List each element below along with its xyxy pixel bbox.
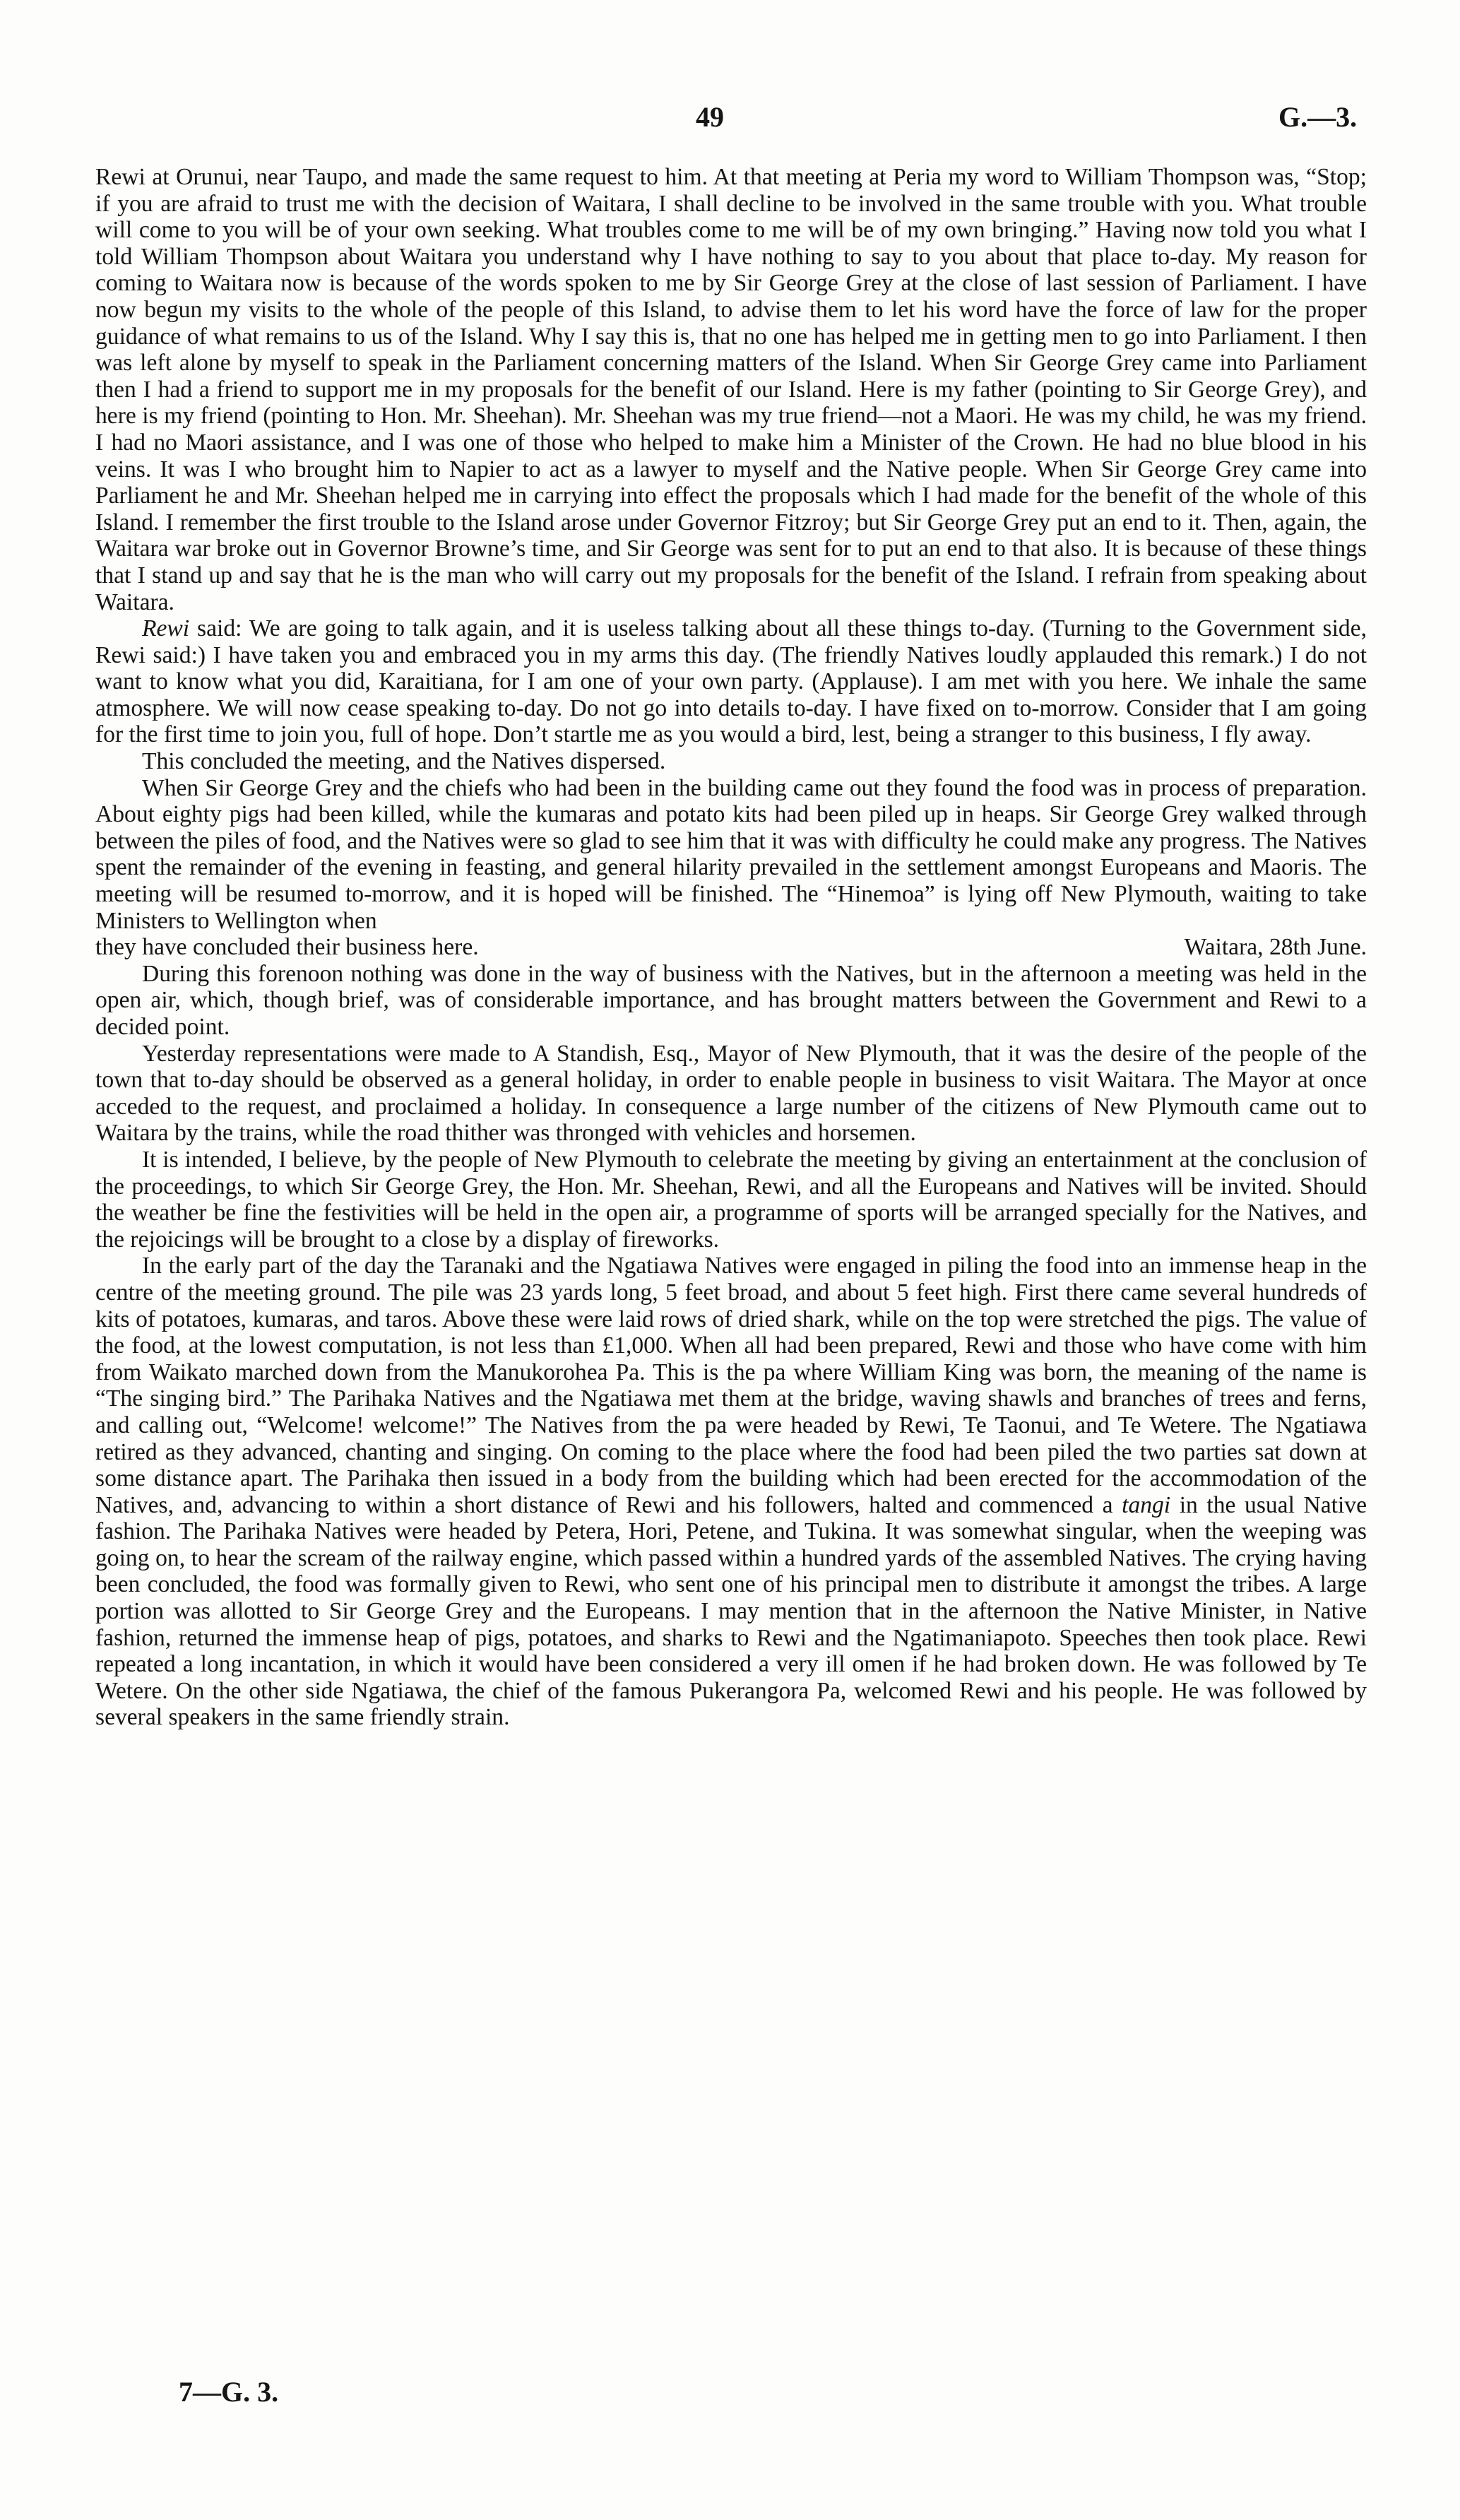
paragraph-forenoon: During this forenoon nothing was done in the way of business with the Natives, but in the afternoon a meeting was held in the open air, which, though brief, was of considerable importance, and has brought matters between the Government and Rewi to a decided point. — [95, 960, 1367, 1040]
page-number: 49 — [696, 101, 724, 133]
body-text — [95, 164, 1367, 1731]
speaker-name: Rewi — [142, 615, 190, 642]
dateline-row — [95, 934, 1367, 961]
paragraph-feast: When Sir George Grey and the chiefs who had been in the building came out they found the food was in process of preparation. About eighty pigs had been killed, while the kumaras and potato kits had been piled up in heaps. Sir George Grey walked through between the piles of food, and the Natives were so glad to see him that it was with difficulty he could make any progress. The Natives spent the remainder of the evening in feasting, and general hilarity prevailed in the settlement amongst Europeans and Maoris. The meeting will be resumed to-morrow, and it is hoped will be finished. The “Hinemoa” is lying off New Plymouth, waiting to take Ministers to Wellington when — [95, 774, 1367, 934]
speech-text: said: We are going to talk again, and it is useless talking about all these things to-day. (Turning to the Government side, Rewi said:) I have taken you and embraced you in my arms this day. (The friendly Natives loudly applauded this remark.) I do not want to know what you did, Karaitiana, for I am one of your own party. (Applause). I am met with you here. We inhale the same atmosphere. We will now cease speaking to-day. Do not go into details to-day. I have fixed on to-morrow. Consider that I am going for the first time to join you, full of hope. Don’t startle me as you would a bird, lest, being a stranger to this business, I fly away. — [95, 615, 1367, 748]
signature-mark: 7—G. 3. — [179, 2376, 279, 2408]
paragraph-food-ceremony — [95, 1253, 1367, 1731]
paragraph-rewi-speech — [95, 615, 1367, 748]
paragraph-meeting-concluded: This concluded the meeting, and the Natives dispersed. — [142, 748, 666, 775]
dateline: Waitara, 28th June. — [1184, 934, 1367, 961]
paragraph-feast-end: they have concluded their business here. — [95, 934, 479, 961]
document-reference: G.—3. — [1278, 101, 1358, 133]
food-ceremony-text-a: In the early part of the day the Taranaki and the Ngatiawa Natives were engaged in piling the food into an immense heap in the centre of the meeting ground. The pile was 23 yards long, 5 feet broad, and about 5 feet high. First there came several hundreds of kits of potatoes, kumaras, and taros. Above these were laid rows of dried shark, while on the top were stretched the pigs. The value of the food, at the lowest computation, is not less than £1,000. When all had been prepared, Rewi and those who have come with him from Waikato marched down from the Manukorohea Pa. This is the pa where William King was born, the meaning of the name is “The singing bird.” The Parihaka Natives and the Ngatiawa met them at the bridge, waving shawls and branches of trees and ferns, and calling out, “Welcome! welcome!” The Natives from the pa were headed by Rewi, Te Taonui, and Te Wetere. The Ngatiawa retired as they advanced, chanting and singing. On coming to the place where the food had been piled the two parties sat down at some distance apart. The Parihaka then issued in a body from the building which had been erected for the accommodation of the Natives, and, advancing to within a short distance of Rewi and his followers, halted and commenced a — [95, 1253, 1367, 1518]
food-ceremony-text-b: in the usual Native fashion. The Parihaka Natives were headed by Petera, Hori, Petene, and Tukina. It was somewhat singular, when the weeping was going on, to hear the scream of the railway engine, which passed within a hundred yards of the assembled Natives. The crying having been concluded, the food was formally given to Rewi, who sent one of his principal men to distribute it amongst the tribes. A large portion was allotted to Sir George Grey and the Europeans. I may mention that in the afternoon the Native Minister, in Native fashion, returned the immense heap of pigs, potatoes, and sharks to Rewi and the Ngatimaniapoto. Speeches then took place. Rewi repeated a long incantation, in which it would have been considered a very ill omen if he had broken down. He was followed by Te Wetere. On the other side Ngatiawa, the chief of the famous Pukerangora Pa, welcomed Rewi and his people. He was followed by several speakers in the same friendly strain. — [95, 1491, 1367, 1731]
paragraph-continuation: Rewi at Orunui, near Taupo, and made the same request to him. At that meeting at Peria my word to William Thompson was, “Stop; if you are afraid to trust me with the decision of Waitara, I shall decline to be involved in the same trouble with you. What trouble will come to you will be of your own seeking. What troubles come to me will be of my own bringing.” Having now told you what I told William Thompson about Waitara you understand why I have nothing to say to you about that place to-day. My reason for coming to Waitara now is because of the words spoken to me by Sir George Grey at the close of last session of Parliament. I have now begun my visits to the whole of the people of this Island, to advise them to let his word have the force of law for the proper guidance of what remains to us of the Island. Why I say this is, that no one has helped me in getting men to go into Parliament. I then was left alone by myself to speak in the Parliament concerning matters of the Island. When Sir George Grey came into Parliament then I had a friend to support me in my proposals for the benefit of our Island. Here is my father (pointing to Sir George Grey), and here is my friend (pointing to Hon. Mr. Sheehan). Mr. Sheehan was my true friend—not a Maori. He was my child, he was my friend. I had no Maori assistance, and I was one of those who helped to make him a Minister of the Crown. He had no blue blood in his veins. It was I who brought him to Napier to act as a lawyer to myself and the Native people. When Sir George Grey came into Parliament he and Mr. Sheehan helped me in carrying into effect the proposals which I had made for the benefit of the whole of this Island. I remember the first trouble to the Island arose under Governor Fitzroy; but Sir George Grey put an end to it. Then, again, the Waitara war broke out in Governor Browne’s time, and Sir George was sent for to put an end to that also. It is because of these things that I stand up and say that he is the man who will carry out my proposals for the benefit of the Island. I refrain from speaking about Waitara. — [95, 164, 1367, 615]
paragraph-entertainment: It is intended, I believe, by the people of New Plymouth to celebrate the meeting by giving an entertainment at the conclusion of the proceedings, to which Sir George Grey, the Hon. Mr. Sheehan, Rewi, and all the Europeans and Natives will be invited. Should the weather be fine the festivities will be held in the open air, a programme of sports will be arranged specially for the Natives, and the rejoicings will be brought to a close by a display of fireworks. — [95, 1146, 1367, 1253]
paragraph-holiday: Yesterday representations were made to A Standish, Esq., Mayor of New Plymouth, that it was the desire of the people of the town that to-day should be observed as a general holiday, in order to enable people in business to visit Waitara. The Mayor at once acceded to the request, and proclaimed a holiday. In consequence a large number of the citizens of New Plymouth came out to Waitara by the trains, while the road thither was thronged with vehicles and horsemen. — [95, 1040, 1367, 1147]
tangi-term: tangi — [1122, 1491, 1171, 1518]
page-header — [0, 100, 1460, 143]
